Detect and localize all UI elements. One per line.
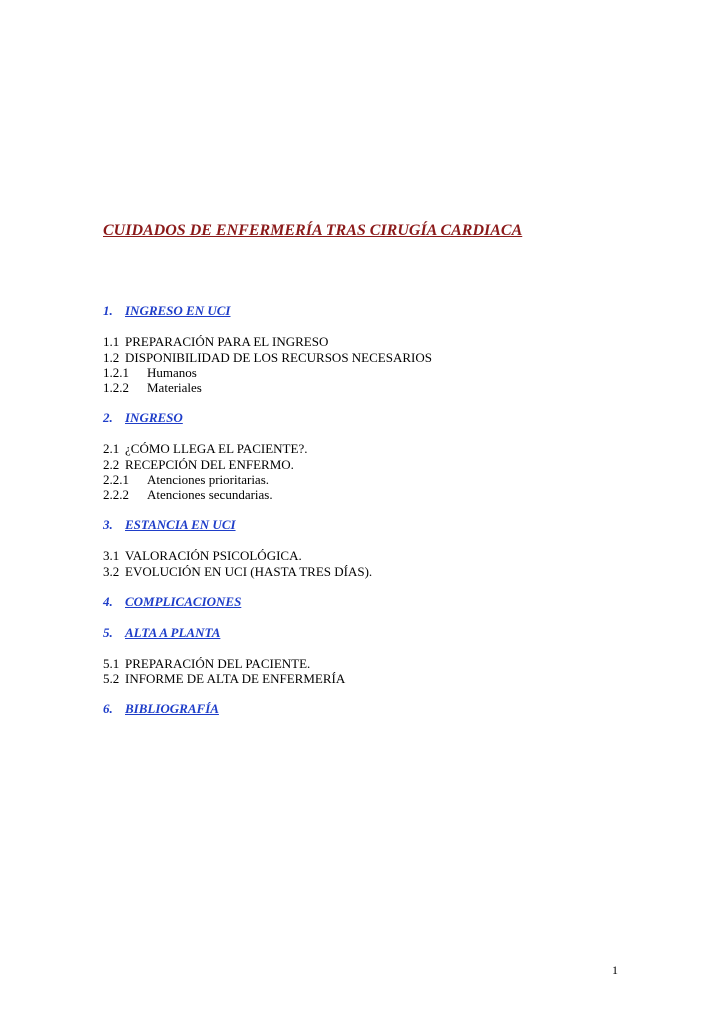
toc-section-3-link[interactable] [103,517,236,533]
toc-item-2-2: 2.2 RECEPCIÓN DEL ENFERMO. [103,457,294,472]
toc-item-5-2: 5.2 INFORME DE ALTA DE ENFERMERÍA [103,671,346,686]
toc-section-1-link[interactable] [103,303,230,319]
toc-section-label: ALTA A PLANTA [125,625,221,640]
toc-item-2-1: 2.1 ¿CÓMO LLEGA EL PACIENTE?. [103,441,308,456]
toc-item-2-2-2: 2.2.2 Atenciones secundarias. [103,487,273,502]
page-title: CUIDADOS DE ENFERMERÍA TRAS CIRUGÍA CARDIACA [103,222,523,239]
toc-item-3-2: 3.2 EVOLUCIÓN EN UCI (HASTA TRES DÍAS). [103,564,373,579]
toc-section-6-link[interactable] [103,701,219,717]
toc-section-label: ESTANCIA EN UCI [125,517,236,532]
toc-section-number: 6. [103,701,113,716]
toc-item-1-2-2: 1.2.2 Materiales [103,380,202,395]
toc-section-4-link[interactable] [103,594,241,610]
toc-section-2-link[interactable] [103,410,183,426]
toc-section-label: COMPLICACIONES [125,594,242,609]
page-number: 1 [612,963,618,977]
toc-section-number: 5. [103,625,113,640]
toc-section-label: BIBLIOGRAFÍA [125,701,219,716]
toc-item-1-1: 1.1 PREPARACIÓN PARA EL INGRESO [103,334,329,349]
toc-item-3-1: 3.1 VALORACIÓN PSICOLÓGICA. [103,548,302,563]
toc-item-1-2: 1.2 DISPONIBILIDAD DE LOS RECURSOS NECESARIOS [103,350,432,365]
toc-section-number: 1. [103,303,113,318]
toc-item-5-1: 5.1 PREPARACIÓN DEL PACIENTE. [103,656,311,671]
toc-item-1-2-1: 1.2.1 Humanos [103,365,197,380]
toc-section-label: INGRESO [125,410,183,425]
toc-section-label: INGRESO EN UCI [125,303,231,318]
toc-item-2-2-1: 2.2.1 Atenciones prioritarias. [103,472,270,487]
toc-section-number: 3. [103,517,113,532]
toc-section-number: 4. [103,594,113,609]
toc-section-number: 2. [103,410,113,425]
toc-section-5-link[interactable] [103,625,220,641]
